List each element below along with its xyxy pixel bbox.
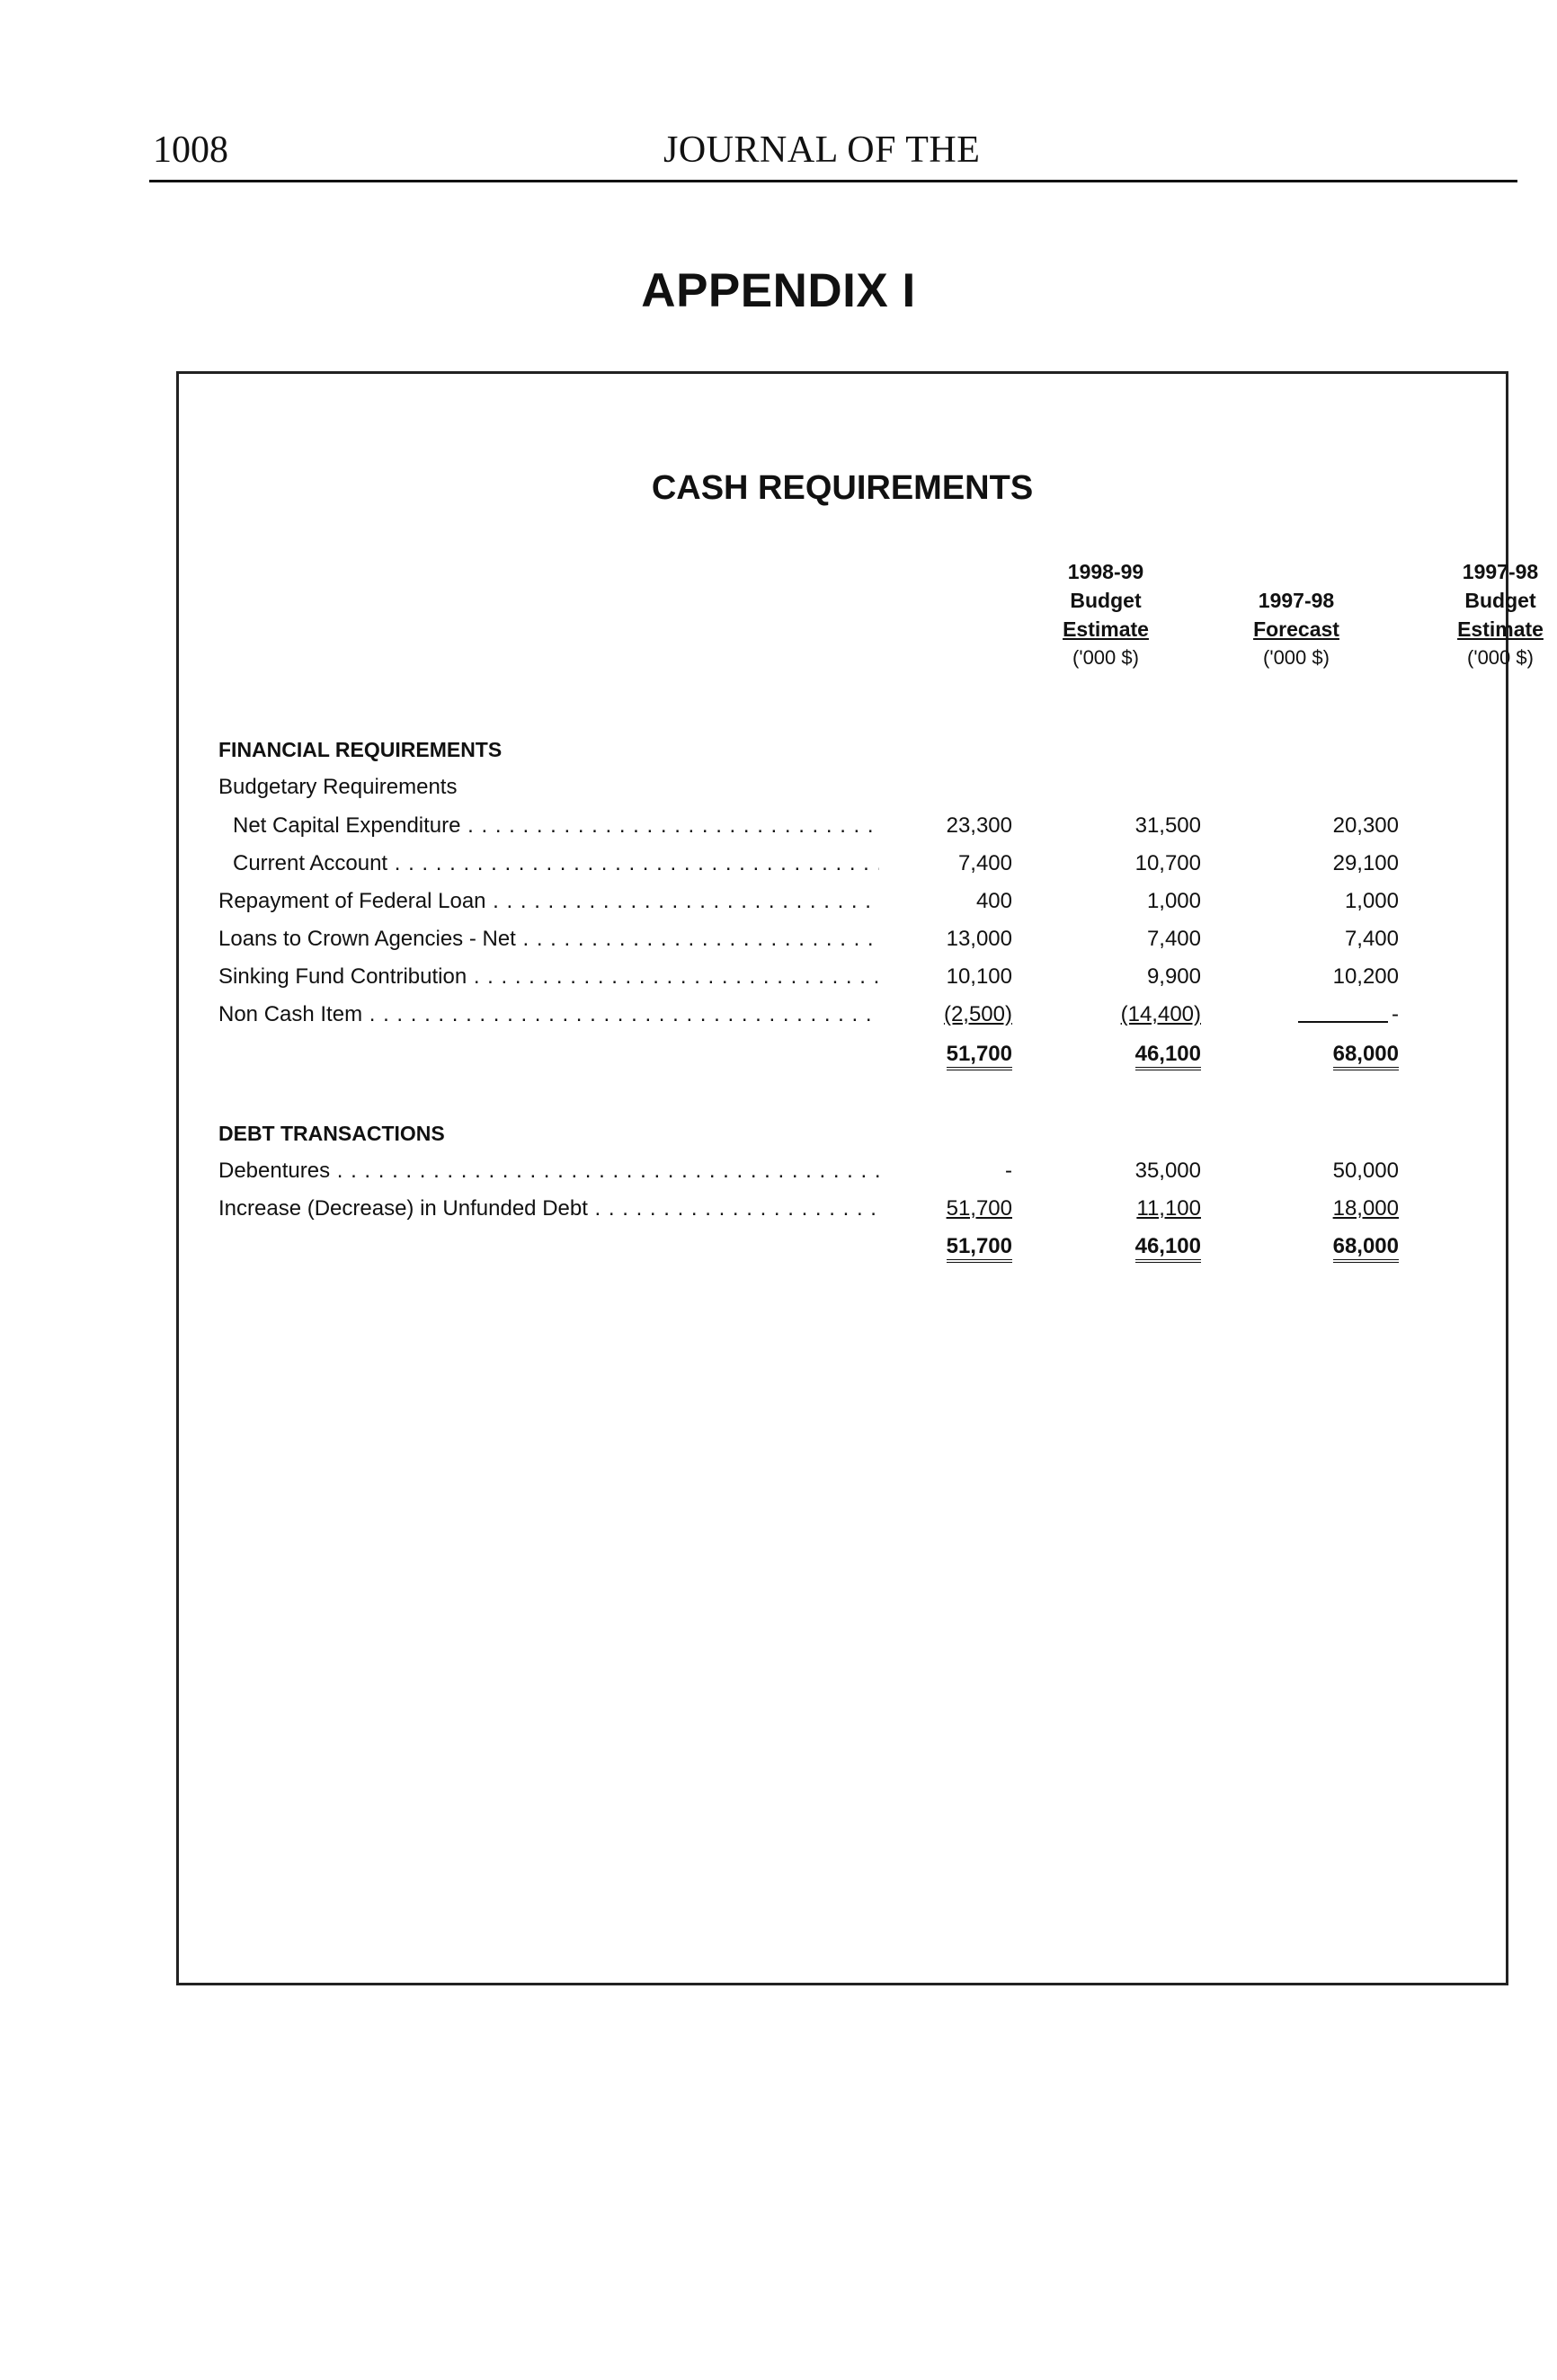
value-1997-98-estimate: 1,000 bbox=[1344, 889, 1399, 913]
column-kind: Estimate bbox=[1063, 617, 1149, 641]
total-1998-99-estimate: 51,700 bbox=[947, 1235, 1012, 1263]
value-1998-99-estimate: 10,100 bbox=[946, 964, 1012, 989]
value-cell bbox=[1264, 1195, 1399, 1222]
appendix-title: APPENDIX I bbox=[641, 264, 916, 317]
value-1997-98-forecast: 10,700 bbox=[1134, 851, 1201, 875]
value-1997-98-estimate: 7,400 bbox=[1344, 927, 1399, 951]
debt-total-row bbox=[218, 1233, 1468, 1260]
row-label: Repayment of Federal Loan . . . bbox=[218, 888, 879, 915]
total-1997-98-estimate: 68,000 bbox=[1333, 1235, 1399, 1263]
value-1997-98-forecast: 9,900 bbox=[1146, 964, 1201, 989]
column-year: 1998-99 bbox=[1067, 560, 1144, 583]
value-1997-98-forecast: 11,100 bbox=[1136, 1196, 1201, 1221]
value-cell bbox=[1264, 1041, 1399, 1070]
column-units: ('000 $) bbox=[1263, 646, 1330, 669]
value-cell bbox=[877, 1001, 1012, 1028]
section-financial-requirements: FINANCIAL REQUIREMENTS bbox=[218, 738, 503, 761]
value-1998-99-estimate: (2,500) bbox=[943, 1002, 1012, 1026]
table-row bbox=[218, 813, 1468, 839]
value-1997-98-estimate: - bbox=[1392, 1002, 1399, 1026]
section-debt-transactions: DEBT TRANSACTIONS bbox=[218, 1122, 445, 1145]
page-number: 1008 bbox=[153, 129, 228, 171]
value-cell bbox=[1066, 1001, 1201, 1028]
value-1998-99-estimate: 23,300 bbox=[946, 813, 1012, 838]
value-1997-98-forecast: (14,400) bbox=[1120, 1002, 1201, 1026]
value-cell bbox=[1264, 1233, 1399, 1263]
total-1997-98-forecast: 46,100 bbox=[1135, 1235, 1201, 1263]
value-1998-99-estimate: 51,700 bbox=[946, 1196, 1012, 1221]
value-cell bbox=[1264, 1001, 1399, 1028]
cash-requirements-statement bbox=[176, 371, 1544, 1985]
value-1998-99-estimate: 400 bbox=[975, 889, 1012, 913]
value-cell bbox=[877, 1195, 1012, 1222]
column-type: Budget bbox=[1464, 589, 1536, 612]
value-cell bbox=[1066, 1233, 1201, 1263]
row-label: Current Account . . . bbox=[233, 850, 879, 877]
total-1997-98-forecast: 46,100 bbox=[1135, 1043, 1201, 1070]
column-type: Budget bbox=[1070, 589, 1142, 612]
column-units: ('000 $) bbox=[1467, 646, 1534, 669]
table-row bbox=[218, 850, 1468, 877]
row-label: Non Cash Item . . . bbox=[218, 1001, 879, 1028]
value-1997-98-estimate: 18,000 bbox=[1332, 1196, 1399, 1221]
table-row bbox=[218, 1195, 1468, 1222]
journal-title: JOURNAL OF THE bbox=[663, 129, 981, 171]
running-header bbox=[149, 124, 1517, 182]
financial-total-row bbox=[218, 1041, 1468, 1068]
statement-title: CASH REQUIREMENTS bbox=[651, 469, 1034, 507]
column-kind: Estimate bbox=[1457, 617, 1544, 641]
value-1998-99-estimate: 7,400 bbox=[957, 851, 1012, 875]
value-1997-98-forecast: 35,000 bbox=[1134, 1159, 1201, 1183]
value-1998-99-estimate: - bbox=[1005, 1159, 1012, 1183]
column-kind: Forecast bbox=[1253, 617, 1339, 641]
value-cell bbox=[877, 1233, 1012, 1263]
value-1997-98-estimate: 10,200 bbox=[1332, 964, 1399, 989]
value-1997-98-estimate: 29,100 bbox=[1332, 851, 1399, 875]
value-1998-99-estimate: 13,000 bbox=[946, 927, 1012, 951]
table-row bbox=[218, 1001, 1468, 1028]
table-row bbox=[218, 926, 1468, 953]
total-1997-98-estimate: 68,000 bbox=[1333, 1043, 1399, 1070]
value-1997-98-forecast: 1,000 bbox=[1146, 889, 1201, 913]
value-1997-98-forecast: 7,400 bbox=[1146, 927, 1201, 951]
table-row bbox=[218, 888, 1468, 915]
value-cell bbox=[877, 1041, 1012, 1070]
column-year: 1997-98 bbox=[1258, 589, 1335, 612]
value-cell bbox=[1066, 1195, 1201, 1222]
row-label: Net Capital Expenditure . . . bbox=[233, 813, 879, 839]
column-header-1997-98-budget-estimate bbox=[1384, 557, 1557, 672]
value-1997-98-estimate: 50,000 bbox=[1332, 1159, 1399, 1183]
subsection-budgetary-requirements: Budgetary Requirements bbox=[218, 775, 458, 799]
table-row bbox=[218, 964, 1468, 990]
total-1998-99-estimate: 51,700 bbox=[947, 1043, 1012, 1070]
column-year: 1997-98 bbox=[1462, 560, 1539, 583]
row-label: Sinking Fund Contribution . . . bbox=[218, 964, 879, 990]
table-row bbox=[218, 1158, 1468, 1185]
row-label: Debentures . . . bbox=[218, 1158, 879, 1185]
column-header-1997-98-forecast bbox=[1179, 586, 1413, 672]
row-label: Loans to Crown Agencies - Net . . . bbox=[218, 926, 879, 953]
value-1997-98-estimate: 20,300 bbox=[1332, 813, 1399, 838]
value-1997-98-forecast: 31,500 bbox=[1134, 813, 1201, 838]
column-units: ('000 $) bbox=[1072, 646, 1139, 669]
row-label: Increase (Decrease) in Unfunded Debt . . . bbox=[218, 1195, 879, 1222]
value-cell bbox=[1066, 1041, 1201, 1070]
blank-rule bbox=[1298, 1001, 1388, 1023]
